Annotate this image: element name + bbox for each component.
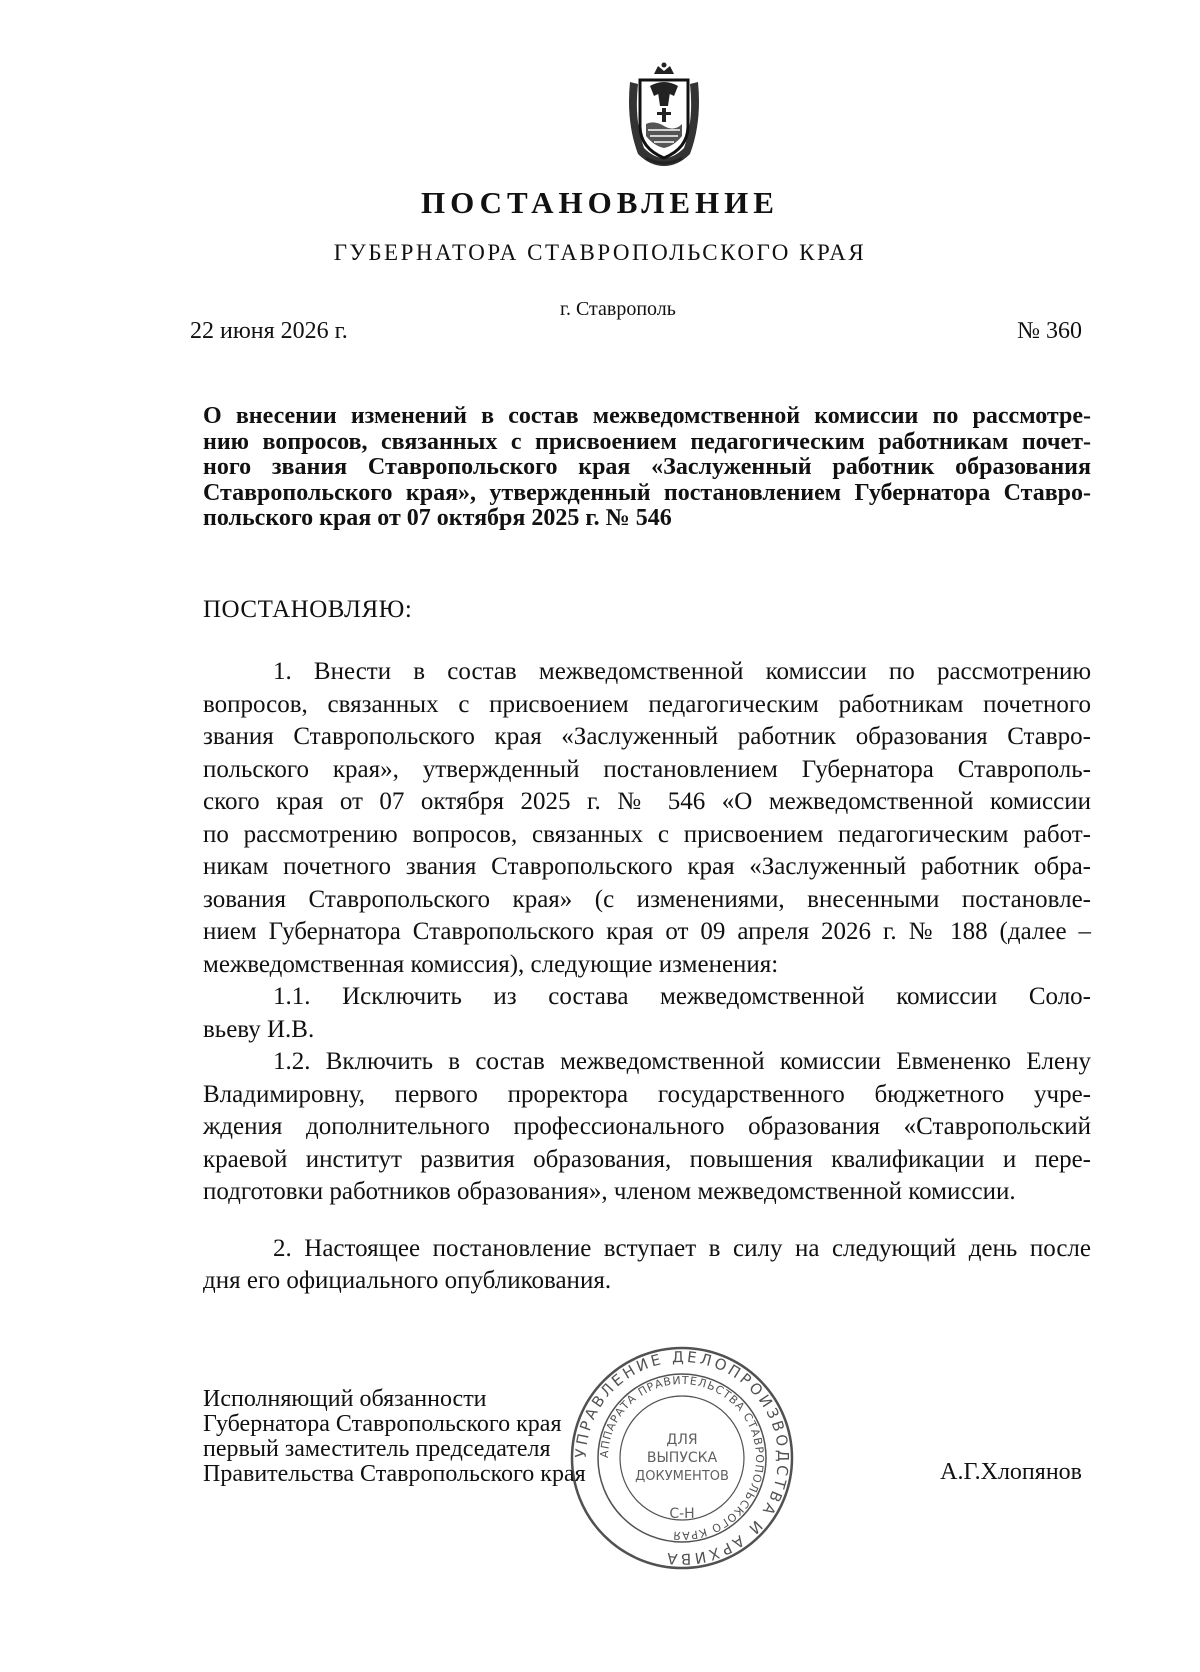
paragraph-gap xyxy=(203,1209,1091,1233)
signer-title xyxy=(203,1387,586,1487)
signer-name: А.Г.Хлопянов xyxy=(940,1459,1082,1485)
subject-line: Ставропольского края», утвержденный постановлением Губернатора Ставро- xyxy=(203,479,1091,506)
subject-line: О внесении изменений в состав межведомственной комиссии по рассмотре- xyxy=(203,403,1091,429)
document-city: г. Ставрополь xyxy=(560,298,676,320)
document-subject xyxy=(203,404,1091,532)
clause-1 xyxy=(203,656,1091,981)
signer-title-line: Губернатора Ставропольского края xyxy=(203,1411,562,1437)
coat-of-arms-emblem xyxy=(624,62,704,168)
clause-1-1 xyxy=(203,981,1091,1046)
signer-title-line: Правительства Ставропольского края xyxy=(203,1461,586,1487)
clause-line: зования Ставропольского края» (с изменениями, внесенными постановле- xyxy=(203,885,1091,913)
document-date: 22 июня 2026 г. xyxy=(190,318,348,344)
clause-line: дня его официального опубликования. xyxy=(203,1267,612,1294)
signer-title-line: первый заместитель председателя xyxy=(203,1436,551,1462)
clause-line: ждения дополнительного профессионального образования «Ставропольский xyxy=(203,1113,1091,1140)
clause-line: нием Губернатора Ставропольского края от 09 апреля 2026 г. № 188 (далее – xyxy=(203,918,1091,945)
document-number: № 360 xyxy=(1017,318,1082,344)
subject-line: польского края от 07 октября 2025 г. № 546 xyxy=(203,505,672,532)
document-body xyxy=(203,656,1091,1298)
subject-line: нию вопросов, связанных с присвоением педагогическим работникам почет- xyxy=(203,428,1091,455)
clause-line: ского края от 07 октября 2025 г. № 546 «О межведомственной комиссии xyxy=(203,788,1091,815)
clause-1-2 xyxy=(203,1046,1091,1209)
clause-line: 1. Внести в состав межведомственной комиссии по рассмотрению xyxy=(273,658,1091,685)
clause-line: вьеву И.В. xyxy=(203,1015,315,1043)
stamp-center-line: ДЛЯ xyxy=(666,1432,698,1448)
official-stamp xyxy=(568,1344,796,1572)
stamp-center-line: ВЫПУСКА xyxy=(646,1450,718,1466)
stamp-middle-ring-text: АППАРАТА ПРАВИТЕЛЬСТВА СТАВРОПОЛЬСКОГО КРАЯ xyxy=(597,1373,767,1543)
clause-line: 2. Настоящее постановление вступает в силу на следующий день после xyxy=(273,1234,1091,1262)
clause-line: никам почетного звания Ставропольского края «Заслуженный работник обра- xyxy=(203,853,1091,880)
subject-line: ного звания Ставропольского края «Заслуженный работник образования xyxy=(203,454,1091,481)
clause-line: подготовки работников образования», членом межведомственной комиссии. xyxy=(203,1178,1016,1205)
clause-2 xyxy=(203,1233,1091,1298)
stamp-outer-ring-text: УПРАВЛЕНИЕ ДЕЛОПРОИЗВОДСТВА И АРХИВА xyxy=(571,1347,793,1569)
clause-line: по рассмотрению вопросов, связанных с присвоением педагогическим работ- xyxy=(203,820,1091,848)
clause-line: вопросов, связанных с присвоением педагогическим работникам почетного xyxy=(203,690,1091,718)
stamp-code: С-Н xyxy=(669,1506,695,1522)
clause-line: звания Ставропольского края «Заслуженный работник образования Ставро- xyxy=(203,723,1091,750)
document-issuer: ГУБЕРНАТОРА СТАВРОПОЛЬСКОГО КРАЯ xyxy=(333,240,867,265)
clause-line: 1.2. Включить в состав межведомственной комиссии Евмененко Елену xyxy=(273,1048,1091,1075)
document-type-title: ПОСТАНОВЛЕНИЕ xyxy=(421,185,779,220)
decree-word: ПОСТАНОВЛЯЮ: xyxy=(203,596,413,623)
clause-line: Владимировну, первого проректора государственного бюджетного учре- xyxy=(203,1080,1091,1108)
stamp-center-line: ДОКУМЕНТОВ xyxy=(635,1469,729,1484)
clause-line: польского края», утвержденный постановлением Губернатора Ставрополь- xyxy=(203,755,1091,783)
signer-title-line: Исполняющий обязанности xyxy=(203,1386,487,1412)
clause-line: краевой институт развития образования, повышения квалификации и пере- xyxy=(203,1145,1091,1173)
clause-line: межведомственная комиссия), следующие изменения: xyxy=(203,950,779,978)
clause-line: 1.1. Исключить из состава межведомственной комиссии Соло- xyxy=(273,983,1091,1010)
